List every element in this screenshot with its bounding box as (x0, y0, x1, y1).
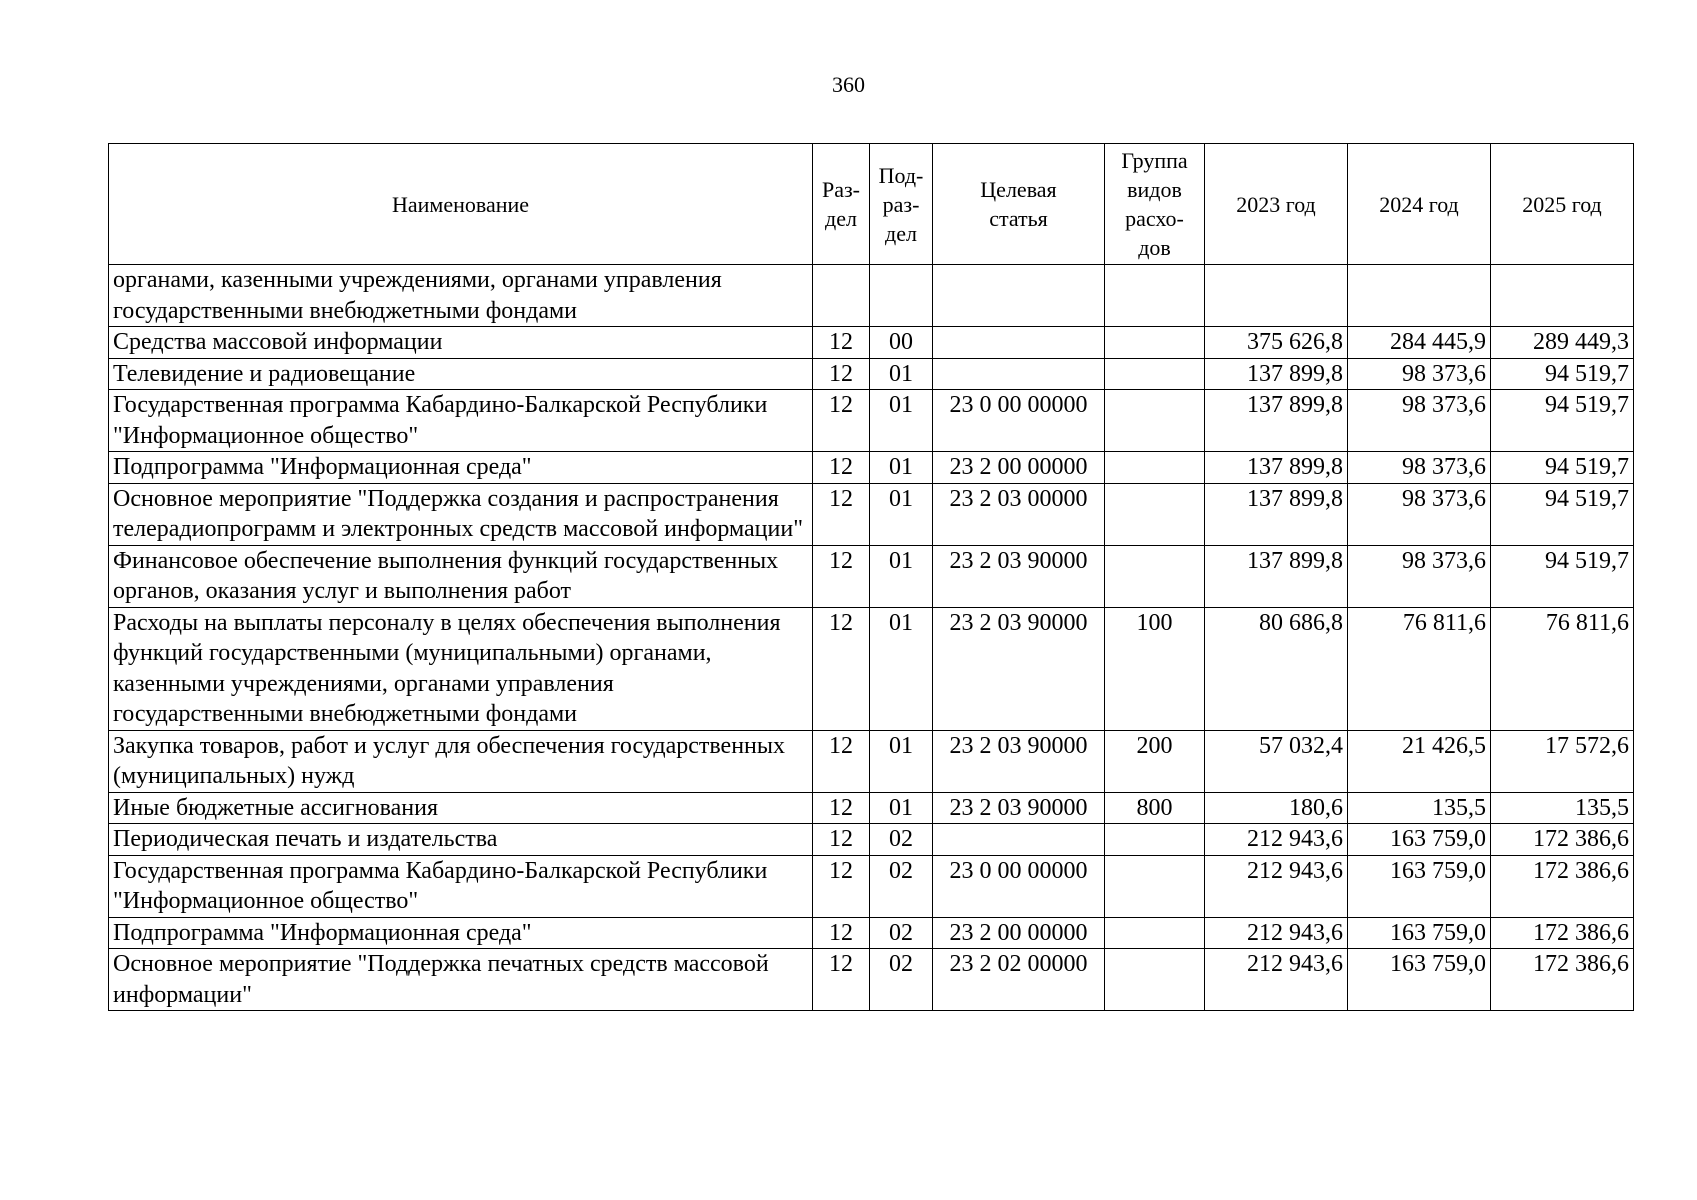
cell-name: Государственная программа Кабардино-Балкарской Республики "Информационное общество" (109, 855, 813, 917)
cell-name: Телевидение и радиовещание (109, 358, 813, 390)
cell-group (1105, 824, 1205, 856)
cell-group (1105, 917, 1205, 949)
cell-podrazdel: 02 (870, 949, 933, 1011)
cell-group: 800 (1105, 792, 1205, 824)
cell-podrazdel: 01 (870, 545, 933, 607)
cell-target: 23 2 03 90000 (933, 730, 1105, 792)
cell-2023: 137 899,8 (1205, 358, 1348, 390)
cell-razdel: 12 (813, 949, 870, 1011)
cell-razdel: 12 (813, 917, 870, 949)
cell-razdel: 12 (813, 327, 870, 359)
cell-razdel: 12 (813, 824, 870, 856)
table-row (109, 730, 1634, 792)
cell-razdel: 12 (813, 855, 870, 917)
cell-2024: 163 759,0 (1348, 949, 1491, 1011)
cell-group (1105, 265, 1205, 327)
cell-2024 (1348, 265, 1491, 327)
cell-2023: 80 686,8 (1205, 607, 1348, 730)
cell-2023: 180,6 (1205, 792, 1348, 824)
cell-razdel: 12 (813, 390, 870, 452)
cell-name: Основное мероприятие "Поддержка создания и распространения телерадиопрограмм и электронных средств массовой информации" (109, 483, 813, 545)
header-razdel-label: Раз- дел (821, 177, 861, 231)
cell-group: 100 (1105, 607, 1205, 730)
cell-2024: 98 373,6 (1348, 545, 1491, 607)
cell-target: 23 0 00 00000 (933, 390, 1105, 452)
cell-podrazdel: 01 (870, 390, 933, 452)
cell-2025 (1491, 265, 1634, 327)
cell-group (1105, 545, 1205, 607)
table-row (109, 483, 1634, 545)
table-row (109, 949, 1634, 1011)
table-row (109, 917, 1634, 949)
header-target (933, 144, 1105, 265)
cell-2025: 76 811,6 (1491, 607, 1634, 730)
header-2025 (1491, 144, 1634, 265)
table-row (109, 792, 1634, 824)
cell-2024: 98 373,6 (1348, 452, 1491, 484)
cell-target: 23 2 03 90000 (933, 545, 1105, 607)
cell-target: 23 2 00 00000 (933, 917, 1105, 949)
header-2023-label: 2023 год (1236, 191, 1316, 217)
cell-target: 23 2 02 00000 (933, 949, 1105, 1011)
cell-2025: 17 572,6 (1491, 730, 1634, 792)
cell-name: Финансовое обеспечение выполнения функций государственных органов, оказания услуг и выполнения работ (109, 545, 813, 607)
cell-podrazdel: 01 (870, 452, 933, 484)
header-podrazdel (870, 144, 933, 265)
cell-2025: 172 386,6 (1491, 855, 1634, 917)
cell-group (1105, 949, 1205, 1011)
cell-2023: 212 943,6 (1205, 855, 1348, 917)
cell-2023: 137 899,8 (1205, 483, 1348, 545)
header-group (1105, 144, 1205, 265)
cell-target (933, 265, 1105, 327)
cell-2024: 135,5 (1348, 792, 1491, 824)
cell-2023: 375 626,8 (1205, 327, 1348, 359)
cell-target (933, 358, 1105, 390)
cell-target: 23 2 03 00000 (933, 483, 1105, 545)
cell-2024: 98 373,6 (1348, 358, 1491, 390)
cell-2023 (1205, 265, 1348, 327)
table-row (109, 358, 1634, 390)
cell-target: 23 2 00 00000 (933, 452, 1105, 484)
cell-group (1105, 327, 1205, 359)
cell-group: 200 (1105, 730, 1205, 792)
cell-podrazdel: 02 (870, 917, 933, 949)
table-row (109, 855, 1634, 917)
header-2024 (1348, 144, 1491, 265)
cell-name: Периодическая печать и издательства (109, 824, 813, 856)
cell-podrazdel: 00 (870, 327, 933, 359)
cell-target (933, 327, 1105, 359)
cell-group (1105, 483, 1205, 545)
header-name-label: Наименование (391, 191, 530, 217)
page-number: 360 (832, 72, 865, 97)
cell-2023: 137 899,8 (1205, 390, 1348, 452)
cell-2025: 135,5 (1491, 792, 1634, 824)
cell-podrazdel: 01 (870, 483, 933, 545)
table-row (109, 607, 1634, 730)
cell-group (1105, 855, 1205, 917)
cell-2023: 212 943,6 (1205, 917, 1348, 949)
cell-name: Расходы на выплаты персоналу в целях обеспечения выполнения функций государственными (муниципальными) органами, казенными учреждениями, органами управления государственными внебюджетными фондами (109, 607, 813, 730)
cell-2024: 284 445,9 (1348, 327, 1491, 359)
cell-group (1105, 452, 1205, 484)
cell-2025: 94 519,7 (1491, 545, 1634, 607)
cell-2024: 98 373,6 (1348, 483, 1491, 545)
cell-2024: 163 759,0 (1348, 824, 1491, 856)
cell-podrazdel (870, 265, 933, 327)
table-row (109, 545, 1634, 607)
cell-2023: 212 943,6 (1205, 949, 1348, 1011)
cell-target (933, 824, 1105, 856)
cell-podrazdel: 01 (870, 358, 933, 390)
cell-name: Подпрограмма "Информационная среда" (109, 452, 813, 484)
cell-2024: 163 759,0 (1348, 855, 1491, 917)
cell-group (1105, 390, 1205, 452)
cell-2023: 137 899,8 (1205, 545, 1348, 607)
cell-razdel: 12 (813, 483, 870, 545)
cell-podrazdel: 01 (870, 792, 933, 824)
header-razdel (813, 144, 870, 265)
cell-razdel (813, 265, 870, 327)
header-podrazdel-label: Под- раз- дел (878, 162, 924, 246)
cell-podrazdel: 02 (870, 824, 933, 856)
cell-target: 23 2 03 90000 (933, 792, 1105, 824)
cell-podrazdel: 01 (870, 730, 933, 792)
header-target-label: Целевая статья (980, 177, 1057, 231)
cell-razdel: 12 (813, 452, 870, 484)
cell-name: Закупка товаров, работ и услуг для обеспечения государственных (муниципальных) нужд (109, 730, 813, 792)
cell-2024: 163 759,0 (1348, 917, 1491, 949)
cell-2025: 94 519,7 (1491, 452, 1634, 484)
cell-podrazdel: 02 (870, 855, 933, 917)
cell-target: 23 2 03 90000 (933, 607, 1105, 730)
table-row (109, 265, 1634, 327)
table-header-row (109, 144, 1634, 265)
cell-name: Иные бюджетные ассигнования (109, 792, 813, 824)
cell-2025: 172 386,6 (1491, 824, 1634, 856)
cell-razdel: 12 (813, 358, 870, 390)
table-row (109, 327, 1634, 359)
cell-2025: 94 519,7 (1491, 390, 1634, 452)
cell-razdel: 12 (813, 792, 870, 824)
cell-2025: 172 386,6 (1491, 949, 1634, 1011)
header-2023 (1205, 144, 1348, 265)
cell-razdel: 12 (813, 545, 870, 607)
cell-target: 23 0 00 00000 (933, 855, 1105, 917)
cell-2025: 172 386,6 (1491, 917, 1634, 949)
cell-2024: 98 373,6 (1348, 390, 1491, 452)
cell-2024: 76 811,6 (1348, 607, 1491, 730)
header-name (109, 144, 813, 265)
cell-2024: 21 426,5 (1348, 730, 1491, 792)
header-2024-label: 2024 год (1379, 191, 1459, 217)
cell-group (1105, 358, 1205, 390)
table-row (109, 390, 1634, 452)
cell-2025: 94 519,7 (1491, 358, 1634, 390)
table-row (109, 452, 1634, 484)
cell-razdel: 12 (813, 607, 870, 730)
cell-2025: 289 449,3 (1491, 327, 1634, 359)
cell-name: Подпрограмма "Информационная среда" (109, 917, 813, 949)
cell-2023: 212 943,6 (1205, 824, 1348, 856)
cell-2025: 94 519,7 (1491, 483, 1634, 545)
cell-podrazdel: 01 (870, 607, 933, 730)
cell-name: Средства массовой информации (109, 327, 813, 359)
budget-table (108, 143, 1634, 1011)
header-group-label: Группа видов расхо- дов (1121, 148, 1188, 260)
cell-razdel: 12 (813, 730, 870, 792)
cell-name: Государственная программа Кабардино-Балкарской Республики "Информационное общество" (109, 390, 813, 452)
cell-2023: 137 899,8 (1205, 452, 1348, 484)
cell-2023: 57 032,4 (1205, 730, 1348, 792)
table-row (109, 824, 1634, 856)
header-2025-label: 2025 год (1522, 191, 1602, 217)
cell-name: органами, казенными учреждениями, органами управления государственными внебюджетными фондами (109, 265, 813, 327)
cell-name: Основное мероприятие "Поддержка печатных средств массовой информации" (109, 949, 813, 1011)
